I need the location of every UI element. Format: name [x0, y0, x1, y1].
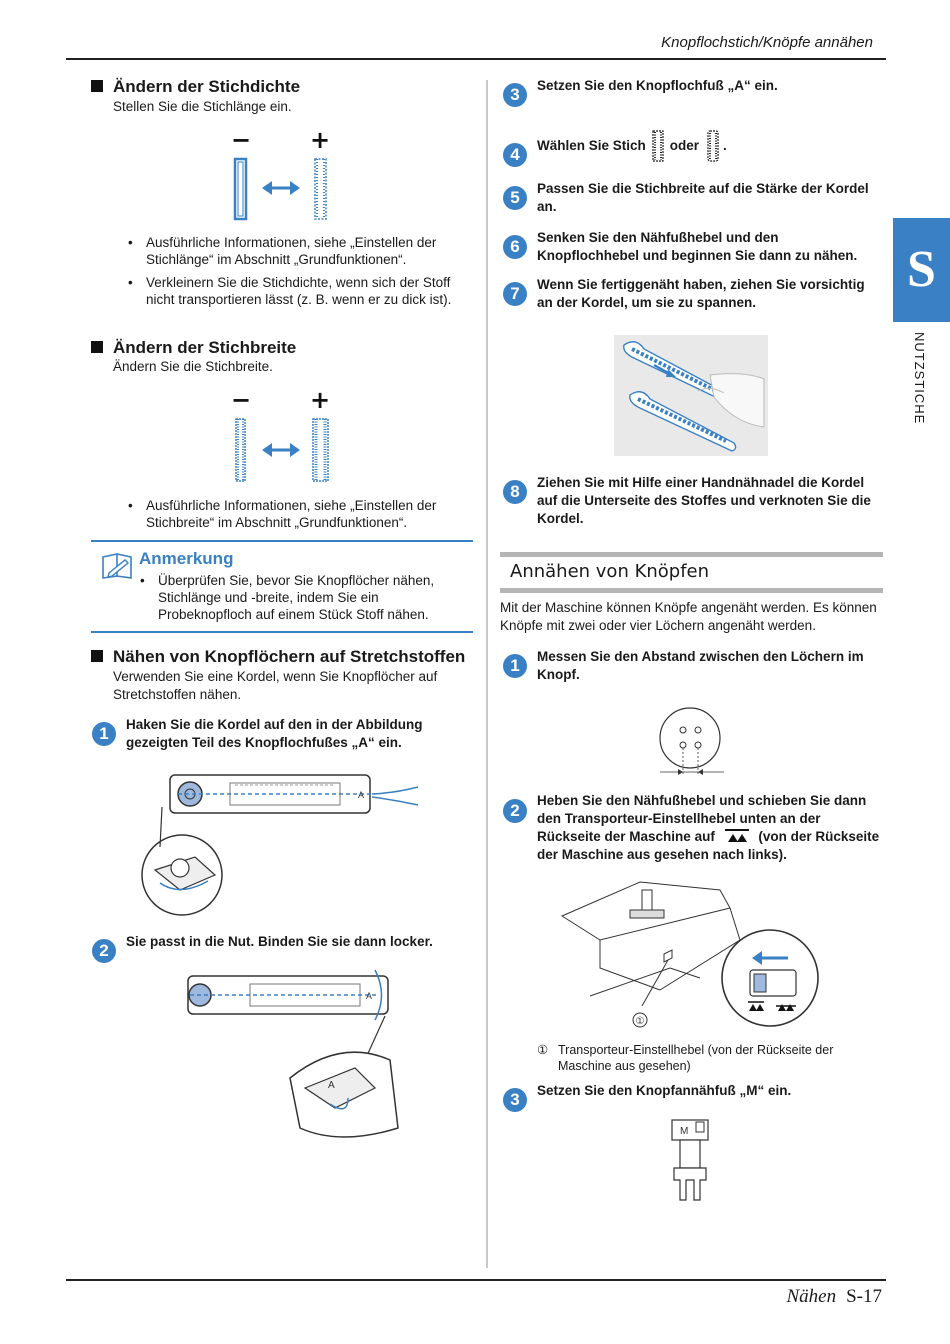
button-step-2-text [537, 792, 882, 864]
section-heading-top-rule [500, 552, 883, 557]
density-minus: − [230, 126, 252, 154]
step-4-part-c: . [723, 138, 727, 153]
note-bottom-rule [91, 631, 473, 633]
footer-section: Nähen [786, 1286, 837, 1307]
step-number: 4 [503, 143, 527, 167]
buttons-section-title: Annähen von Knöpfen [510, 561, 710, 582]
width-plus: + [309, 386, 331, 414]
step-number: 1 [92, 722, 116, 746]
step-number: 2 [503, 799, 527, 823]
step-number: 2 [92, 939, 116, 963]
step-4-part-a: Wählen Sie Stich [537, 138, 646, 153]
header-rule [66, 58, 886, 60]
button-measure-diagram [656, 702, 728, 778]
button-step-1-text: Messen Sie den Abstand zwischen den Löchern im Knopf. [537, 649, 864, 682]
step-4-part-b: oder [669, 138, 700, 153]
page-footer [786, 1286, 882, 1308]
lever-caption: Transporteur-Einstellhebel (von der Rückseite der Maschine aus gesehen) [558, 1043, 834, 1073]
width-bullets [128, 497, 468, 531]
density-plus: + [309, 126, 331, 154]
width-bullet-1: • Ausführliche Informationen, siehe „Einstellen der Stichbreite“ im Abschnitt „Grundfunktionen“. [128, 497, 468, 531]
step-3-text: Setzen Sie den Knopflochfuß „A“ ein. [537, 78, 778, 93]
stretch-subtitle: Verwenden Sie eine Kordel, wenn Sie Knopflöcher auf Stretchstoffen nähen. [113, 669, 438, 702]
running-header: Knopflochstich/Knöpfe annähen [661, 34, 873, 51]
step-8-text: Ziehen Sie mit Hilfe einer Handnähnadel die Kordel auf die Unterseite des Stoffes und verknoten Sie die Kordel. [537, 475, 871, 526]
cord-tension-photo [614, 335, 768, 456]
foot-letter-a-label: A [366, 991, 373, 1001]
buttons-intro: Mit der Maschine können Knöpfe angenäht werden. Es können Knöpfe mit zwei oder vier Löchern angenäht werden. [500, 600, 877, 633]
foot-cord-illustration-2 [170, 968, 410, 1148]
callout-number-label: ① [537, 1043, 549, 1057]
density-bullets [128, 234, 468, 308]
stretch-step-2: Sie passt in die Nut. Binden Sie sie dann locker. [126, 934, 433, 949]
foot-letter-m-label: M [680, 1126, 689, 1137]
width-minus: − [230, 386, 252, 414]
step-number: 3 [503, 83, 527, 107]
width-subtitle: Ändern Sie die Stichbreite. [113, 359, 273, 374]
step-7-text: Wenn Sie fertiggenäht haben, ziehen Sie vorsichtig an der Kordel, um sie zu spannen. [537, 277, 865, 310]
width-title: Ändern der Stichbreite [91, 338, 296, 358]
callout-number: ① [635, 1016, 645, 1027]
button-step-3-text: Setzen Sie den Knopfannähfuß „M“ ein. [537, 1083, 792, 1098]
button-step-2-part-b: (von der Rückseite der Maschine aus gesehen nach links). [537, 829, 880, 862]
step-6-text: Senken Sie den Nähfußhebel und den Knopflochhebel und beginnen Sie dann zu nähen. [537, 230, 858, 263]
step-number: 6 [503, 235, 527, 259]
foot-letter-a-label: A [328, 1080, 335, 1091]
step-5-text: Passen Sie die Stichbreite auf die Stärke der Kordel an. [537, 181, 869, 214]
step-number: 7 [503, 282, 527, 306]
feed-dog-lever-illustration [560, 878, 830, 1030]
step-number: 3 [503, 1088, 527, 1112]
footer-rule [66, 1279, 886, 1281]
foot-letter-a-label: A [358, 790, 365, 800]
chapter-label: NUTZSTICHE [912, 332, 927, 425]
density-subtitle: Stellen Sie die Stichlänge ein. [113, 99, 292, 114]
density-bullet-1: • Ausführliche Informationen, siehe „Einstellen der Stichlänge“ im Abschnitt „Grundfunktionen“. [128, 234, 468, 268]
stretch-step-1: Haken Sie die Kordel auf den in der Abbildung gezeigten Teil des Knopflochfußes „A“ ein. [126, 717, 423, 750]
foot-cord-illustration-1 [140, 765, 430, 920]
page-number: S-17 [846, 1286, 882, 1307]
density-title: Ändern der Stichdichte [91, 77, 300, 97]
density-diagram [222, 126, 340, 226]
button-sewing-foot-m-illustration [660, 1116, 720, 1204]
step-number: 8 [503, 480, 527, 504]
feed-dog-lowered-icon [723, 828, 751, 844]
density-bullet-2: • Verkleinern Sie die Stichdichte, wenn sich der Stoff nicht transportieren lässt (z. B. wenn er zu dick ist). [128, 274, 468, 308]
note-top-rule [91, 540, 473, 542]
note-pencil-icon [101, 552, 133, 580]
note-text: • Überprüfen Sie, bevor Sie Knopflöcher nähen, Stichlänge und -breite, indem Sie ein Probeknopfloch auf einem Stück Stoff nähen. [140, 572, 460, 623]
buttonhole-stitch-icon-1 [650, 129, 666, 163]
step-number: 1 [503, 654, 527, 678]
stretch-title: Nähen von Knopflöchern auf Stretchstoffen [91, 647, 465, 667]
step-number: 5 [503, 186, 527, 210]
button-step-2-part-a: Heben Sie den Nähfußhebel und schieben Sie dann den Transporteur-Einstellhebel unten an der Rückseite der Maschine auf [537, 793, 867, 844]
section-heading-bottom-rule [500, 588, 883, 593]
note-title: Anmerkung [139, 549, 234, 568]
buttonhole-stitch-icon-2 [705, 129, 721, 163]
chapter-tab: S [893, 218, 950, 322]
step-4-text [537, 128, 877, 164]
width-diagram [222, 386, 340, 486]
column-divider [486, 80, 488, 1268]
